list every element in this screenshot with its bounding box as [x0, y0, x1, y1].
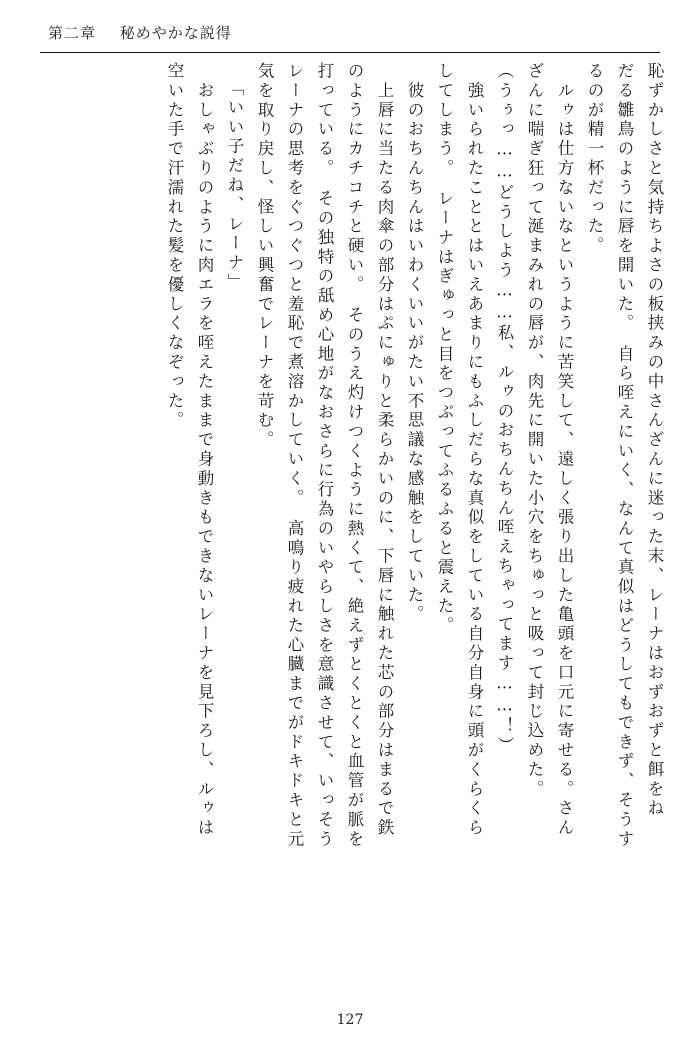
text-line: のようにカチコチと硬い。 そのうえ灼けつくように熱くて、絶えずとくとくと血管が脈を [345, 62, 364, 850]
text-line: 彼のおちんちんはいわくいいがたい不思議な感触をしていた。 [405, 62, 424, 625]
text-line: 空いた手で汗濡れた髪を優しくなぞった。 [165, 62, 184, 431]
text-line: 「いい子だね、レーナ」 [225, 79, 244, 293]
header-divider [40, 52, 660, 53]
text-line: してしまう。 レーナはぎゅっと目をつぶってふるふると震えた。 [435, 62, 454, 636]
text-line: ざんに喘ぎ狂って涎まみれの唇が、肉先に開いた小穴をちゅっと吸って封じ込めた。 [525, 62, 544, 800]
page-header [48, 22, 652, 48]
page-number: 127 [336, 1012, 364, 1028]
text-line: るのが精一杯だった。 [585, 62, 604, 256]
vertical-text-body [38, 62, 662, 1002]
chapter-title: 秘めやかな説得 [119, 24, 232, 42]
text-line: （うぅっ……どうしよう……私、ルゥのおちんちん咥えちゃってます……！） [495, 62, 514, 756]
text-line: 恥ずかしさと気持ちよさの板挟みの中さんざんに迷った末、レーナはおずおずと餌をね [645, 62, 664, 819]
text-line: ルゥは仕方ないなというように苦笑して、遠しく張り出した亀頭を口元に寄せる。さん [555, 62, 574, 838]
text-line: 強いられたこととはいえあまりにもふしだらな真似をしている自分自身に頭がくらくら [465, 62, 484, 838]
text-line: おしゃぶりのように肉エラを咥えたままで身動きもできないレーナを見下ろし、ルゥは [195, 62, 214, 838]
text-line: 上唇に当たる肉傘の部分はぷにゅりと柔らかいのに、下唇に触れた芯の部分はまるで鉄 [375, 62, 394, 838]
text-line: 打っている。 その独特の舐め心地がなおさらに行為のいやらしさを意識させて、いっそう [315, 62, 334, 850]
chapter-number: 第二章 [48, 24, 97, 42]
text-line: 気を取り戻し、怪しい興奮でレーナを苛む。 [255, 62, 274, 450]
text-line: だる雛鳥のように唇を開いた。 自ら咥えにいく、なんて真似はどうしてもできず、そうす [615, 62, 634, 850]
text-line: レーナの思考をぐつぐつと羞恥で煮溶かしていく。 高鳴り疲れた心臓までがドキドキと元 [285, 62, 304, 850]
